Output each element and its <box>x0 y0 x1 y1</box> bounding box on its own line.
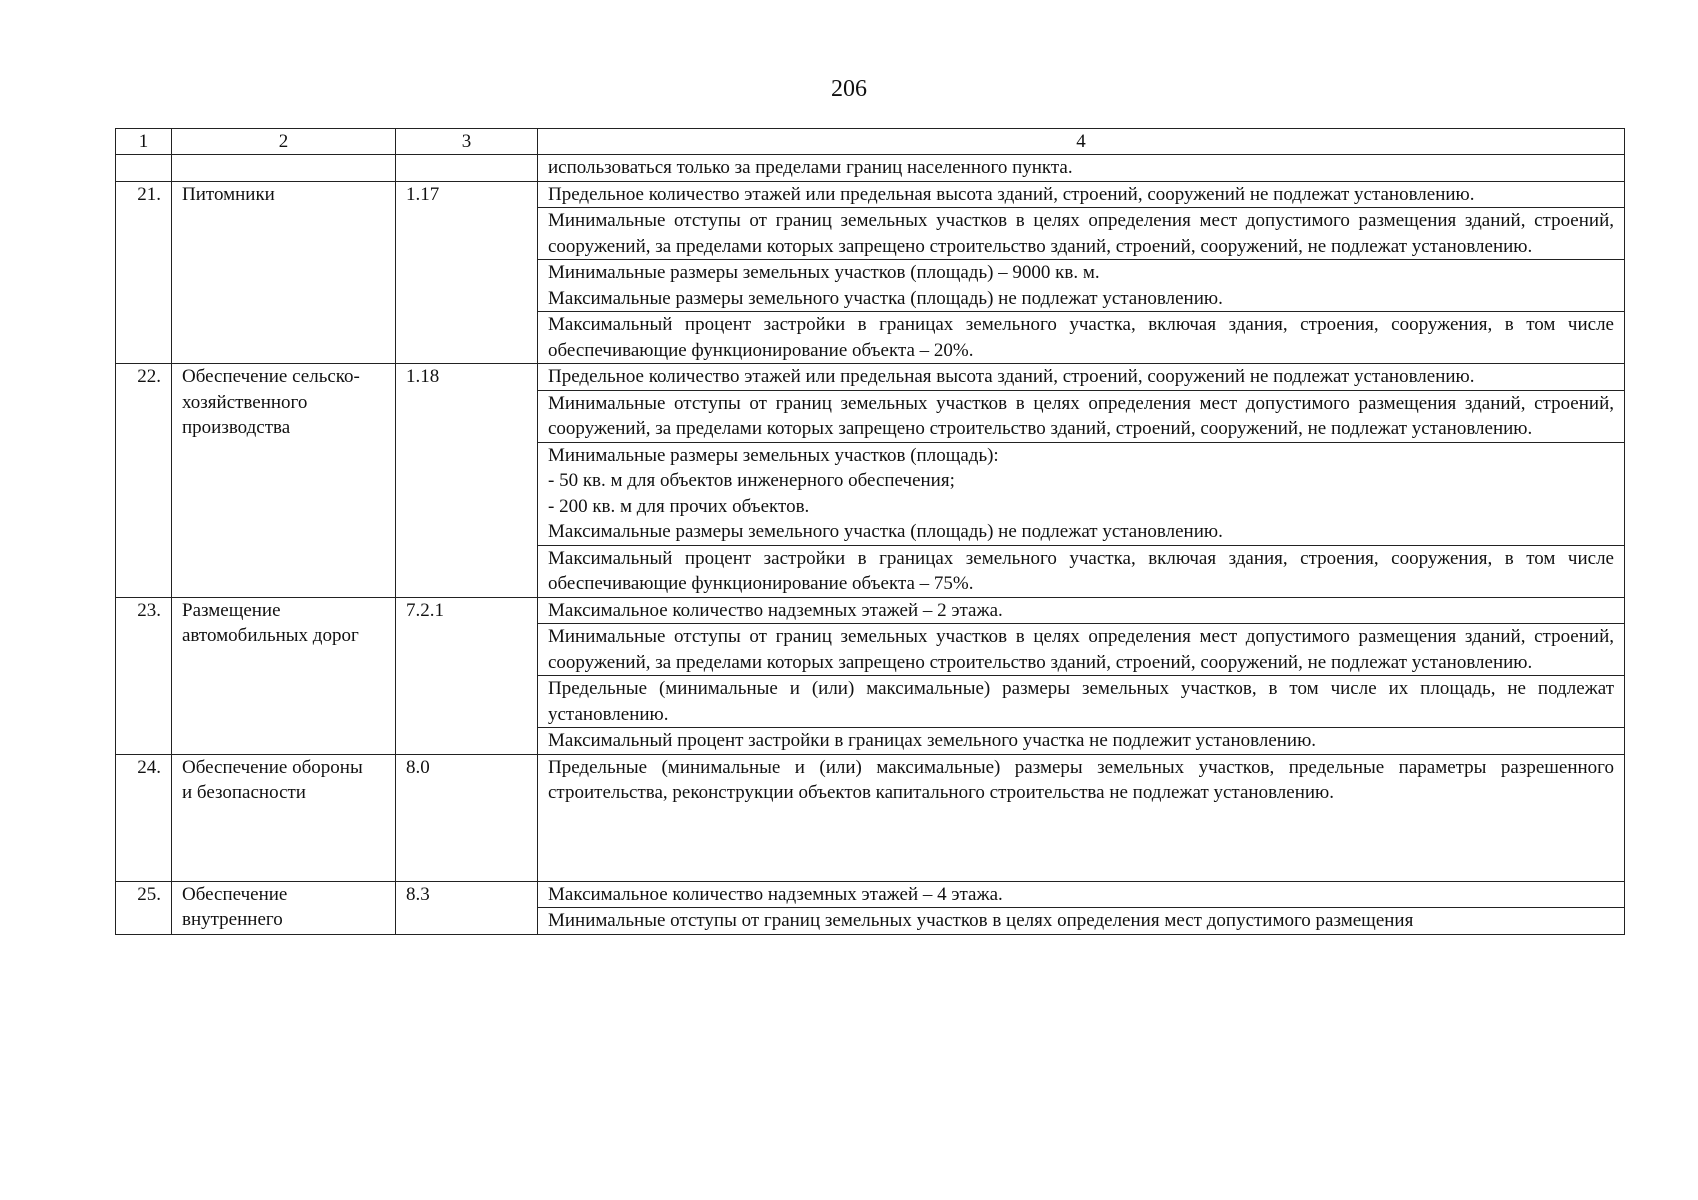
table-row <box>116 364 1625 391</box>
empty-cell <box>172 155 396 182</box>
parameter-text: Минимальные отступы от границ земельных участков в целях определения мест допустимого размещения <box>538 908 1625 935</box>
header-cell-2: 2 <box>172 129 396 155</box>
header-cell-1: 1 <box>116 129 172 155</box>
empty-cell <box>396 155 538 182</box>
continuation-row <box>116 155 1625 182</box>
row-number: 23. <box>116 597 172 754</box>
use-type-code: 1.17 <box>396 181 538 364</box>
empty-cell <box>116 155 172 182</box>
row-number: 22. <box>116 364 172 598</box>
use-type-code: 8.3 <box>396 881 538 934</box>
parameter-text: Максимальный процент застройки в границах земельного участка, включая здания, строения, сооружения, в том числе обеспечивающие функционирование объекта – 75%. <box>538 545 1625 597</box>
use-type-code: 7.2.1 <box>396 597 538 754</box>
use-type-code: 1.18 <box>396 364 538 598</box>
row-number: 25. <box>116 881 172 934</box>
use-type-name: Обеспечение внутреннего <box>172 881 396 934</box>
parameter-text: Максимальное количество надземных этажей – 2 этажа. <box>538 597 1625 624</box>
table-row <box>116 181 1625 208</box>
regulations-table <box>115 128 1625 935</box>
table-row <box>116 881 1625 908</box>
table-header-row <box>116 129 1625 155</box>
table-row <box>116 597 1625 624</box>
parameter-text: Минимальные размеры земельных участков (площадь) – 9000 кв. м. Максимальные размеры земельного участка (площадь) не подлежат установлению. <box>538 260 1625 312</box>
table-row <box>116 754 1625 881</box>
use-type-code: 8.0 <box>396 754 538 881</box>
use-type-name: Обеспечение обороны и безопасности <box>172 754 396 881</box>
parameter-text: Минимальные отступы от границ земельных участков в целях определения мест допустимого размещения зданий, строений, сооружений, за пределами которых запрещено строительство зданий, строений, сооружений, не подлежат установлению. <box>538 624 1625 676</box>
parameter-text: Предельные (минимальные и (или) максимальные) размеры земельных участков, предельные параметры разрешенного строительства, реконструкции объектов капитального строительства не подлежат установлению. <box>538 754 1625 881</box>
use-type-name: Питомники <box>172 181 396 364</box>
header-cell-4: 4 <box>538 129 1625 155</box>
continuation-text: использоваться только за пределами границ населенного пункта. <box>538 155 1625 182</box>
parameter-text: Максимальный процент застройки в границах земельного участка, включая здания, строения, сооружения, в том числе обеспечивающие функционирование объекта – 20%. <box>538 312 1625 364</box>
page-number: 206 <box>831 76 867 102</box>
parameter-text: Минимальные отступы от границ земельных участков в целях определения мест допустимого размещения зданий, строений, сооружений, за пределами которых запрещено строительство зданий, строений, сооружений, не подлежат установлению. <box>538 208 1625 260</box>
parameter-text: Максимальное количество надземных этажей – 4 этажа. <box>538 881 1625 908</box>
row-number: 24. <box>116 754 172 881</box>
parameter-text: Максимальный процент застройки в границах земельного участка не подлежит установлению. <box>538 728 1625 755</box>
parameter-text: Предельные (минимальные и (или) максимальные) размеры земельных участков, в том числе их площадь, не подлежат установлению. <box>538 676 1625 728</box>
row-number: 21. <box>116 181 172 364</box>
parameter-text: Предельное количество этажей или предельная высота зданий, строений, сооружений не подлежат установлению. <box>538 181 1625 208</box>
use-type-name: Обеспечение сельско-хозяйственного производства <box>172 364 396 598</box>
parameter-text: Минимальные размеры земельных участков (площадь): - 50 кв. м для объектов инженерного обеспечения; - 200 кв. м для прочих объектов. Максимальные размеры земельного участка (площадь) не подлежат установлению. <box>538 442 1625 545</box>
parameter-text: Предельное количество этажей или предельная высота зданий, строений, сооружений не подлежат установлению. <box>538 364 1625 391</box>
header-cell-3: 3 <box>396 129 538 155</box>
use-type-name: Размещение автомобильных дорог <box>172 597 396 754</box>
parameter-text: Минимальные отступы от границ земельных участков в целях определения мест допустимого размещения зданий, строений, сооружений, за пределами которых запрещено строительство зданий, строений, сооружений, не подлежат установлению. <box>538 390 1625 442</box>
